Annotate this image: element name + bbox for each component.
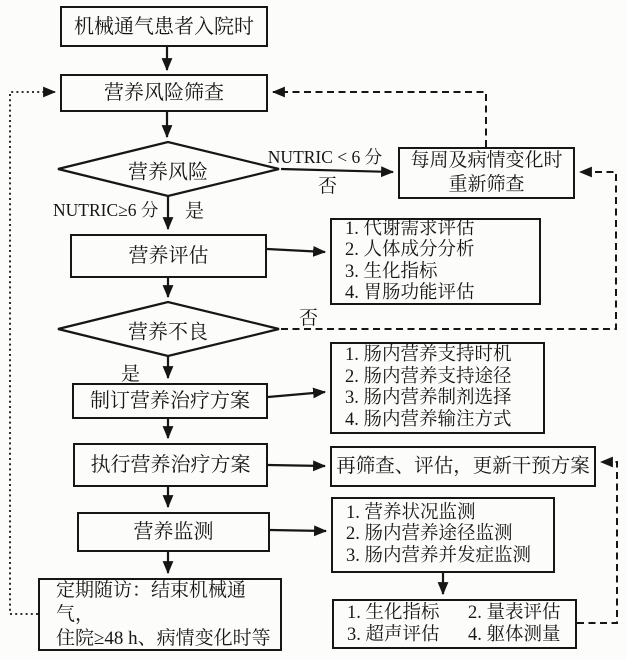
node-followup [38, 578, 282, 651]
node-rescreen-line1: 每周及病情变化时 [410, 150, 563, 171]
list-item: 1. 代谢需求评估 [345, 218, 475, 239]
list-item: 3. 肠内营养制剂选择 [345, 388, 512, 408]
edge-label-nutric-lt6: NUTRIC < 6 分 [267, 147, 383, 167]
edge-rescreen-back-to-screening [273, 92, 486, 147]
node-screening-label: 营养风险筛查 [104, 82, 224, 104]
list-item: 4. 躯体测量 [468, 625, 561, 645]
diamond-malnutrition-label: 营养不良 [128, 321, 208, 344]
list-item: 4. 胃肠功能评估 [345, 283, 475, 303]
node-monitor-list [331, 497, 555, 573]
node-rescreen-line2: 重新筛查 [448, 174, 525, 195]
node-update-label: 再筛查、评估，更新干预方案 [336, 455, 590, 477]
edge-monitor-to-list [270, 530, 326, 531]
node-assessment-label: 营养评估 [128, 245, 209, 267]
node-monitor [77, 512, 270, 552]
list-item: 1. 营养状况监测 [346, 502, 476, 523]
node-execute-label: 执行营养治疗方案 [90, 454, 251, 476]
list-item: 1. 肠内营养支持时机 [345, 345, 512, 365]
edge-execute-to-update [268, 465, 325, 466]
edge-assessment-to-list [267, 249, 325, 252]
edge-label-nutric-ge6: NUTRIC≥6 分 [53, 200, 159, 220]
node-followup-line2: 住院≥48 h、病情变化时等 [56, 627, 271, 649]
edge-label-yes-malnutrition: 是 [121, 364, 141, 385]
node-plan [72, 383, 268, 419]
node-plan-label: 制订营养治疗方案 [90, 390, 250, 412]
measure-row [347, 602, 561, 624]
measure-row [347, 624, 561, 646]
node-measure-list [332, 599, 577, 649]
node-screening [60, 74, 268, 112]
node-assessment-list [330, 218, 541, 305]
node-monitor-label: 营养监测 [133, 521, 214, 543]
edge-label-no-risk: 否 [318, 176, 338, 197]
node-admission [60, 6, 268, 47]
list-item: 3. 肠内营养并发症监测 [346, 545, 532, 566]
edge-label-no-malnutrition: 否 [299, 308, 319, 329]
list-item: 4. 肠内营养输注方式 [345, 409, 512, 430]
node-execute [73, 443, 268, 487]
list-item: 3. 超声评估 [347, 625, 440, 645]
edge-followup-back-to-screening [10, 92, 55, 614]
list-item: 2. 肠内营养途径监测 [346, 524, 513, 545]
node-admission-label: 机械通气患者入院时 [74, 15, 254, 38]
edge-plan-to-list [268, 392, 325, 397]
node-rescreen [398, 147, 575, 199]
node-update [330, 446, 596, 487]
list-item: 1. 生化指标 [347, 603, 440, 623]
edge-label-yes-risk: 是 [185, 201, 205, 222]
node-followup-line1: 定期随访：结束机械通气， [56, 579, 247, 625]
list-item: 2. 量表评估 [468, 603, 561, 623]
node-plan-list [330, 342, 545, 434]
list-item: 2. 肠内营养支持途径 [345, 366, 512, 387]
node-assessment [70, 234, 267, 278]
list-item: 2. 人体成分分析 [345, 240, 475, 260]
list-item: 3. 生化指标 [345, 261, 438, 282]
diamond-risk-label: 营养风险 [128, 161, 208, 184]
